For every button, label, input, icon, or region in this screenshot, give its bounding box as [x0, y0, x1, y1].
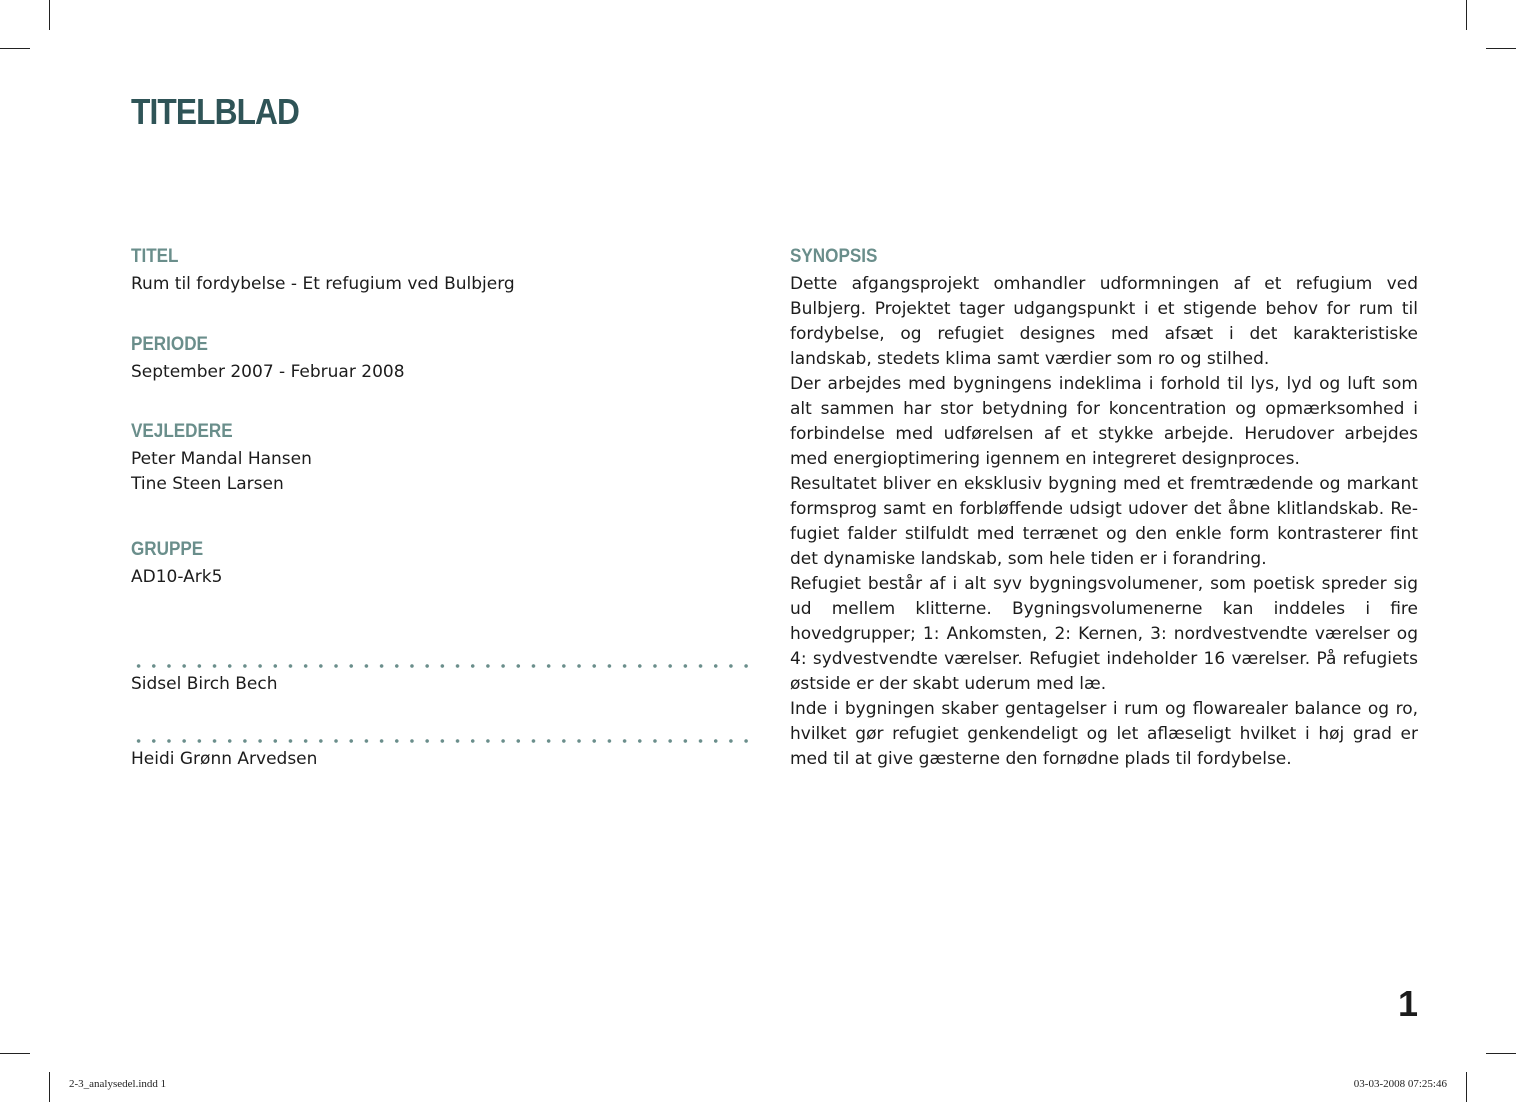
gruppe-heading: GRUPPE — [131, 539, 204, 560]
gruppe-section — [131, 537, 222, 590]
signature-line — [131, 663, 757, 669]
periode-section — [131, 332, 405, 385]
crop-mark-top-right-horizontal — [1486, 48, 1516, 49]
gruppe-value: AD10-Ark5 — [131, 567, 223, 587]
periode-value: September 2007 - Februar 2008 — [131, 362, 405, 382]
synopsis-body — [790, 272, 1418, 772]
crop-mark-bottom-right-horizontal — [1486, 1053, 1516, 1054]
signature-name: Heidi Grønn Arvedsen — [131, 749, 318, 769]
crop-mark-bottom-left-vertical — [49, 1072, 50, 1102]
periode-heading: PERIODE — [131, 334, 208, 355]
crop-mark-top-left-horizontal — [0, 48, 30, 49]
synopsis-heading: SYNOPSIS — [790, 246, 878, 267]
page-number: 1 — [1397, 983, 1418, 1024]
synopsis-paragraph: Dette afgangsprojekt omhandler udformningen af et refugium ved Bulbjerg. Projektet tager udgangspunkt i et stigende behov for rum til fordybelse, og refugiet designes med afsæt i det karakteristiske landskab, stedets klima samt værdier som ro og stilhed. — [790, 274, 1418, 369]
titel-value: Rum til fordybelse - Et refugium ved Bulbjerg — [131, 274, 515, 294]
vejleder-name: Tine Steen Larsen — [131, 474, 284, 494]
synopsis-paragraph: Der arbejdes med bygningens indeklima i forhold til lys, lyd og luft som alt sammen har stor betydning for koncentration og opmærksomhed i forbindelse med udførelsen af et stykke arbejde. Herudover arbejdes med energioptimering igennem en integreret designproces. — [790, 374, 1418, 469]
slug-datetime: 03-03-2008 07:25:46 — [1353, 1078, 1447, 1090]
crop-mark-top-left-vertical — [49, 0, 50, 30]
page-title: TITELBLAD — [131, 91, 300, 132]
synopsis-paragraph: Inde i bygningen skaber gentagelser i rum og flowarealer balance og ro, hvilket gør refugiet genkendeligt og let aflæseligt hvilket i høj grad er med til at give gæsterne den fornødne plads til fordybelse. — [790, 699, 1418, 769]
synopsis-column — [790, 244, 1418, 772]
titel-section — [131, 244, 515, 297]
vejledere-section — [131, 419, 312, 497]
synopsis-paragraph: Refugiet består af i alt syv bygningsvolumener, som poetisk spreder sig ud mellem klitterne. Bygningsvolumenerne kan inddeles i fire hovedgrupper; 1: Ankomsten, 2: Kernen, 3: nordvestvendte værelser og 4: sydvestvendte værelser. Refugiet indeholder 16 værelser. På refugiets østside er der skabt uderum med læ. — [790, 574, 1418, 694]
signature-line — [131, 738, 757, 744]
titel-heading: TITEL — [131, 246, 179, 267]
crop-mark-bottom-right-vertical — [1466, 1072, 1467, 1102]
vejleder-name: Peter Mandal Hansen — [131, 449, 312, 469]
crop-mark-bottom-left-horizontal — [0, 1053, 30, 1054]
crop-mark-top-right-vertical — [1466, 0, 1467, 30]
slug-file-name: 2-3_analysedel.indd 1 — [69, 1078, 167, 1090]
signature-name: Sidsel Birch Bech — [131, 674, 278, 694]
vejledere-heading: VEJLEDERE — [131, 421, 233, 442]
synopsis-paragraph: Resultatet bliver en eksklusiv bygning med et fremtrædende og markant formsprog samt en forbløffende udsigt udover det åbne klitlandskab. Refugiet falder stilfuldt med terrænet og den enkle form kontrasterer fint det dynamiske landskab, som hele tiden er i forandring. — [790, 474, 1418, 569]
